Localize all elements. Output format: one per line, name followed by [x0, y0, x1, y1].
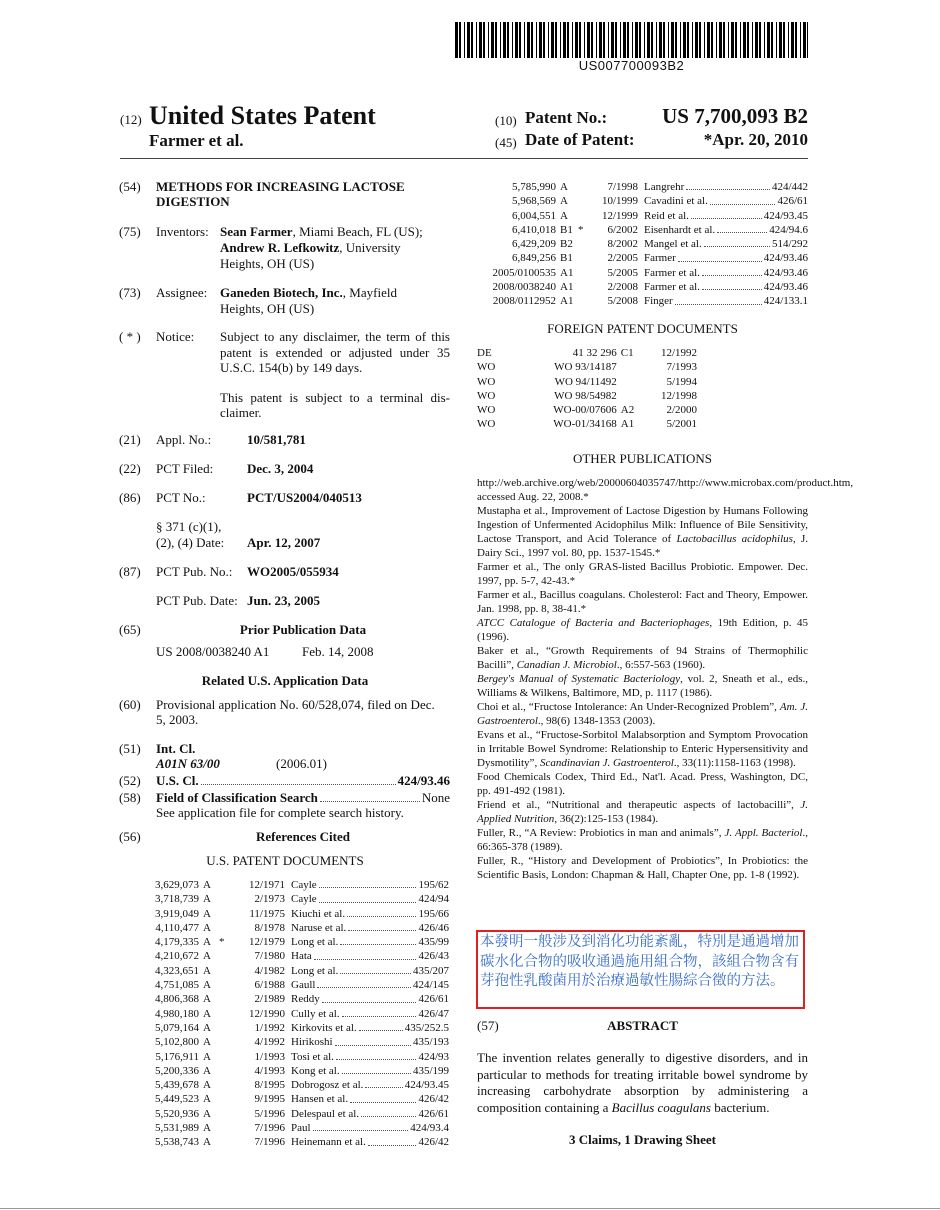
foreign-row: WO WO 98/54982 12/1998 [477, 389, 697, 402]
publication-entry: Farmer et al., Bacillus coagulans. Cholesterol: Fact and Theory, Empower. Jan. 1998, pp. 8, 38-41.* [477, 589, 808, 615]
reference-row: 5,520,936 A 5/1996 Delespaul et al. 426/61 [155, 1107, 449, 1120]
date-label: Date of Patent: [525, 130, 635, 149]
assignee-location: Heights, OH (US) [220, 301, 315, 316]
right-us-patent-table [484, 180, 808, 309]
patent-no-label: Patent No.: [525, 108, 608, 127]
code-57: (57) [477, 1018, 499, 1033]
references-cited-heading: References Cited [256, 829, 350, 844]
foreign-row: WO WO-01/34168 A1 5/2001 [477, 418, 697, 431]
reference-row: 3,919,049 A 11/1975 Kiuchi et al. 195/66 [155, 907, 449, 920]
reference-row: 5,449,523 A 9/1995 Hansen et al. 426/42 [155, 1093, 449, 1106]
code-54: (54) [119, 179, 141, 194]
reference-row: 4,179,335 A * 12/1979 Long et al. 435/99 [155, 936, 449, 949]
patent-number: US 7,700,093 B2 [662, 104, 808, 128]
s371-date: Apr. 12, 2007 [247, 535, 321, 550]
pct-pub-date: Jun. 23, 2005 [247, 593, 320, 608]
publication-entry: http://web.archive.org/web/20000604035747/http://www.microbax.com/product.htm, accessed Aug. 22, 2008.* [477, 477, 854, 503]
code-52: (52) [119, 773, 141, 788]
page-bottom-rule [0, 1208, 940, 1209]
prior-publication-number: US 2008/0038240 A1 [156, 644, 270, 659]
code-75: (75) [119, 224, 141, 239]
abstract-text: The invention relates generally to digestive disorders, and in particular to methods for treating irritable bowel syndrome by increasing carbohydrate absorption by administering a composition containing a Bacillus coagulans bacterium. [477, 1050, 808, 1115]
code-21: (21) [119, 432, 141, 447]
assignee-label: Assignee: [156, 285, 208, 300]
reference-row: 5,176,911 A 1/1993 Tosi et al. 424/93 [155, 1050, 449, 1063]
us-cl: U.S. Cl. 424/93.46 [156, 773, 450, 788]
foreign-row: WO WO 94/11492 5/1994 [477, 375, 697, 388]
pct-filed-label: PCT Filed: [156, 461, 214, 476]
reference-row: 4,210,672 A 7/1980 Hata 426/43 [155, 950, 449, 963]
reference-row: 6,429,209 B2 8/2002 Mangel et al. 514/292 [512, 238, 808, 251]
reference-row: 5,102,800 A 4/1992 Hirikoshi 435/193 [155, 1036, 449, 1049]
publication-entry: Baker et al., “Growth Requirements of 94 Strains of Thermophilic Bacilli”, Canadian J. Microbiol., 6:557-563 (1960). [477, 645, 808, 671]
left-us-patent-table [147, 878, 449, 1150]
document-title: United States Patent [149, 101, 376, 130]
code-65: (65) [119, 622, 141, 637]
code-87: (87) [119, 564, 141, 579]
translation-overlay: 本發明一般涉及到消化功能紊亂，特別是通過增加碳水化合物的吸收通過施用組合物，該組合物含有芽孢性乳酸菌用於治療過敏性腸綜合徵的方法。 [476, 930, 805, 1009]
claims-summary: 3 Claims, 1 Drawing Sheet [569, 1132, 716, 1147]
foreign-row: DE 41 32 296 C1 12/1992 [477, 347, 697, 359]
publication-entry: Fuller, R., “History and Development of Probiotics”, In Probiotics: the Scientific Basis, London: Chapman & Hall, Chapter One, pp. 1-8 (1992). [477, 855, 808, 881]
barcode [455, 22, 808, 58]
reference-row: 6,410,018 B1 * 6/2002 Eisenhardt et al. 424/94.6 [512, 223, 808, 236]
foreign-row: WO WO 93/14187 7/1993 [477, 361, 697, 374]
reference-row: 3,629,073 A 12/1971 Cayle 195/62 [155, 879, 449, 891]
header-rule [120, 158, 808, 159]
publication-entry: Friend et al., “Nutritional and therapeutic aspects of lactobacilli”, J. Applied Nutrition, 36(2):125-153 (1984). [477, 799, 808, 825]
reference-row: 5,785,990 A 7/1998 Langrehr 424/442 [512, 181, 808, 193]
int-cl-label: Int. Cl. [156, 741, 196, 756]
provisional-line1: Provisional application No. 60/528,074, filed on Dec. [156, 697, 435, 712]
code-10: (10) [495, 113, 517, 128]
field-of-search: Field of Classification Search None [156, 790, 450, 805]
abstract-heading: ABSTRACT [607, 1018, 678, 1033]
pct-pub-no-label: PCT Pub. No.: [156, 564, 233, 579]
reference-row: 5,531,989 A 7/1996 Paul 424/93.4 [155, 1122, 449, 1135]
inventors-short: Farmer et al. [149, 131, 244, 150]
reference-row: 6,004,551 A 12/1999 Reid et al. 424/93.45 [512, 209, 808, 222]
notice-label: Notice: [156, 329, 195, 344]
publication-entry: Farmer et al., The only GRAS-listed Bacillus Probiotic. Empower. Dec. 1997, pp. 5-7, 42-43.* [477, 561, 808, 587]
code-notice: ( * ) [119, 329, 141, 344]
provisional-line2: 5, 2003. [156, 712, 199, 727]
assignee-name: Ganeden Biotech, Inc., Mayfield [220, 285, 397, 300]
reference-row: 3,718,739 A 2/1973 Cayle 424/94 [155, 893, 449, 906]
reference-row: 4,110,477 A 8/1978 Naruse et al. 426/46 [155, 921, 449, 934]
code-73: (73) [119, 285, 141, 300]
reference-row: 4,323,651 A 4/1982 Long et al. 435/207 [155, 964, 449, 977]
code-60: (60) [119, 697, 141, 712]
reference-row: 4,751,085 A 6/1988 Gaull 424/145 [155, 979, 449, 992]
reference-row: 4,806,368 A 2/1989 Reddy 426/61 [155, 993, 449, 1006]
prior-publication-heading: Prior Publication Data [239, 622, 367, 637]
reference-row: 4,980,180 A 12/1990 Cully et al. 426/47 [155, 1007, 449, 1020]
int-cl-class: A01N 63/00 [156, 756, 220, 771]
us-patent-documents-heading: U.S. PATENT DOCUMENTS [206, 853, 364, 868]
pct-pub-number: WO2005/055934 [247, 564, 339, 579]
barcode-number: US007700093B2 [578, 58, 685, 73]
pct-number: PCT/US2004/040513 [247, 490, 362, 505]
foreign-patent-table [477, 346, 697, 432]
invention-title-line2: DIGESTION [156, 194, 230, 209]
code-51: (51) [119, 741, 141, 756]
publication-entry: Fuller, R., “A Review: Probiotics in man and animals”, J. Appl. Bacteriol., 66:365-378 (1989). [477, 827, 808, 853]
reference-row: 2008/0112952 A1 5/2008 Finger 424/133.1 [492, 295, 808, 308]
s371-line2: (2), (4) Date: [156, 535, 225, 550]
publication-entry: Food Chemicals Codex, Third Ed., Nat'l. Acad. Press, Washington, DC, pp. 491-492 (1981). [477, 771, 808, 797]
code-56: (56) [119, 829, 141, 844]
s371-line1: § 371 (c)(1), [156, 519, 222, 534]
reference-row: 5,079,164 A 1/1992 Kirkovits et al. 435/252.5 [155, 1021, 449, 1034]
related-heading: Related U.S. Application Data [201, 673, 369, 688]
code-86: (86) [119, 490, 141, 505]
reference-row: 5,538,743 A 7/1996 Heinemann et al. 426/42 [155, 1136, 449, 1149]
reference-row: 2005/0100535 A1 5/2005 Farmer et al. 424/93.46 [492, 266, 808, 279]
reference-row: 5,968,569 A 10/1999 Cavadini et al. 426/61 [512, 195, 808, 208]
foreign-row: WO WO-00/07606 A2 2/2000 [477, 404, 697, 417]
int-cl-year: (2006.01) [276, 756, 327, 771]
invention-title-line1: METHODS FOR INCREASING LACTOSE [156, 179, 405, 194]
appl-number: 10/581,781 [247, 432, 306, 447]
foreign-patent-heading: FOREIGN PATENT DOCUMENTS [547, 321, 738, 336]
publication-entry: Choi et al., “Fructose Intolerance: An Under-Recognized Problem”, Am. J. Gastroenterol., 98(6) 1348-1353 (2003). [477, 701, 808, 727]
appl-label: Appl. No.: [156, 432, 212, 447]
inventor-2: Andrew R. Lefkowitz, University [220, 240, 401, 255]
patent-date: *Apr. 20, 2010 [703, 130, 808, 149]
notice-text: Subject to any disclaimer, the term of this patent is extended or adjusted under 35 U.S.C. 154(b) by 149 days. This patent is subject to a terminal dis- claimer. [220, 329, 450, 420]
search-history-note: See application file for complete search history. [156, 805, 404, 820]
publication-entry: Evans et al., “Fructose-Sorbitol Malabsorption and Symptom Provocation in Irritable Bowel Syndrome: Relationship to Enteric Hypersensitivity and Dysmotility”, Scandinavian J. Gastroenterol., 33(11):1158-1163 (1998). [477, 729, 808, 769]
publication-entry: Bergey's Manual of Systematic Bacteriology, vol. 2, Sneath et al., eds., Williams & Wilkens, Baltimore, MD, p. 1117 (1986). [477, 673, 808, 699]
pct-no-label: PCT No.: [156, 490, 206, 505]
code-12: (12) [120, 112, 142, 127]
reference-row: 5,439,678 A 8/1995 Dobrogosz et al. 424/93.45 [155, 1079, 449, 1092]
publication-entry: Mustapha et al., Improvement of Lactose Digestion by Humans Following Ingestion of Unfermented Acidophilus Milk: Influence of Bile Sensitivity, Lactose Transport, and Acid Tolerance of Lactobacillus acidophilus, J. Dairy Sci., 1997 vol. 80, pp. 1537-1545.* [477, 505, 808, 559]
reference-row: 5,200,336 A 4/1993 Kong et al. 435/199 [155, 1064, 449, 1077]
pct-filed-date: Dec. 3, 2004 [247, 461, 314, 476]
prior-publication-date: Feb. 14, 2008 [302, 644, 374, 659]
inventor-2-location: Heights, OH (US) [220, 256, 315, 271]
reference-row: 6,849,256 B1 2/2005 Farmer 424/93.46 [512, 252, 808, 265]
code-58: (58) [119, 790, 141, 805]
code-22: (22) [119, 461, 141, 476]
code-45: (45) [495, 135, 517, 150]
other-publications-heading: OTHER PUBLICATIONS [572, 451, 713, 466]
other-publications [477, 476, 854, 882]
inventors-label: Inventors: [156, 224, 209, 239]
reference-row: 2008/0038240 A1 2/2008 Farmer et al. 424/93.46 [492, 281, 808, 294]
pct-pub-date-label: PCT Pub. Date: [156, 593, 238, 608]
publication-entry: ATCC Catalogue of Bacteria and Bacteriophages, 19th Edition, p. 45 (1996). [477, 617, 808, 643]
inventor-1: Sean Farmer, Miami Beach, FL (US); [220, 224, 423, 239]
